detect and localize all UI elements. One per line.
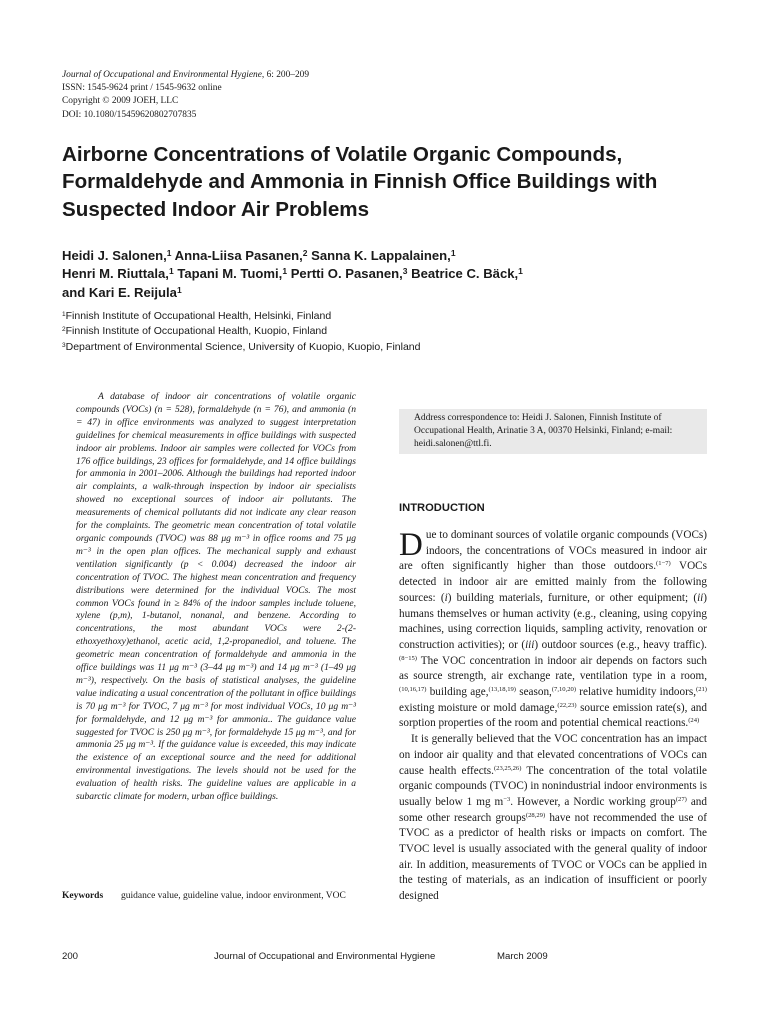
paragraph <box>399 528 707 732</box>
text-run: VOCs detected in indoor air are emitted mainly from the following sources: ( <box>399 560 707 604</box>
text-run: relative humidity indoors, <box>576 686 696 699</box>
citation-superscript: (24) <box>688 717 700 725</box>
doi: DOI: 10.1080/15459620802707835 <box>62 109 197 120</box>
author-name: and Kari E. Reijula <box>62 284 177 300</box>
citation-superscript: (7,10,20) <box>551 686 577 694</box>
text-run: season, <box>516 686 552 699</box>
journal-citation-block <box>62 69 309 122</box>
text-run: have not recommended the use of TVOC as a predictor of health risks or impacts on comfort. The TVOC level is usually associated with the general quality of indoor air. In addition, measurements of TVOC or VOCs can be applied in the testing of materials, as an indication of insufficient or poorly designed <box>399 811 707 903</box>
citation-superscript: (28,29) <box>525 811 546 819</box>
page-number: 200 <box>62 951 79 962</box>
text-run: The concentration of the total volatile organic compounds (TVOC) in nonindustrial indoor environments is usually below 1 mg m <box>399 764 707 808</box>
introduction-body <box>399 528 707 905</box>
affiliation <box>62 324 420 339</box>
citation-superscript: (13,18,19) <box>488 686 517 694</box>
text-run: ) outdoor sources (e.g., heavy traffic). <box>534 638 707 651</box>
text-run: source emission rate(s), and sorption properties of the room and potential chemical reactions. <box>399 701 707 730</box>
journal-name: Journal of Occupational and Environmental Hygiene <box>62 70 262 80</box>
citation-superscript: (27) <box>675 795 687 803</box>
author-name: Henri M. Riuttala, <box>62 266 169 282</box>
footer-journal-name: Journal of Occupational and Environmental Hygiene <box>214 951 436 962</box>
text-run: ) humans themselves or human activity (e.g., cleaning, using copying machines, using correction liquids, sampling activity, renovation or construction activities); or ( <box>399 591 708 651</box>
affiliation-number: 2 <box>62 326 66 334</box>
text-run: ue to dominant sources of volatile organic compounds (VOCs) indoors, the concentrations of VOCs measured in indoor air are often significantly higher than those outdoors. <box>399 529 707 573</box>
affiliation-number: 3 <box>62 341 66 349</box>
abstract: A database of indoor air concentrations of volatile organic compounds (VOCs) (n = 528), formaldehyde (n = 76), and ammonia (n = 47) in office environments was analyzed to suggest interpretation guidelines for chemical measurements in office buildings with suspected indoor air problems. Indoor air samples were collected for VOCs from 176 office buildings, 23 offices for formaldehyde, and 14 office buildings for ammonia in 2001–2006. Although the buildings had reported indoor air complaints, a walk-through inspection by indoor air specialists showed no exceptional sources of indoor air pollutants. The measurements of chemical pollutants did not indicate any clear reason for the complaints. The geometric mean concentration of total volatile organic compounds (TVOC) was 88 μg m⁻³ in office rooms and 75 μg m⁻³ in the open plan offices. The mechanical supply and exhaust ventilation significantly (p < 0.004) decreased the indoor air concentration of TVOC. The highest mean concentration and frequency distributions were determined for the individual VOCs. The most common VOCs found in ≥ 84% of the indoor samples include toluene, xylene (p,m), 1-butanol, nonanal, and benzene. According to concentrations, the most abundant VOCs were 2-(2-ethoxyethoxy)ethanol, acetic acid, 1,2-propanediol, and toluene. The geometric mean concentration of formaldehyde and ammonia in the office buildings was 11 μg m⁻³ (3–44 μg m⁻³) and 14 μg m⁻³ (1–49 μg m⁻³), respectively. On the basis of statistical analyses, the guideline value indicating a usual concentration of the pollutant in office buildings is 70 μg m⁻³ for TVOC, 7 μg m⁻³ for most individual VOCs, 10 μg m⁻³ for formaldehyde, and 12 μg m⁻³ for ammonia.. The guidance value suggested for TVOC is 250 μg m⁻³, for formaldehyde 15 μg m⁻³, and for ammonia 25 μg m⁻³. If the guidance value is exceeded, this may indicate the existence of an exceptional source and the need for additional environmental investigations. The levels should not be used for the evaluation of health risks. The guideline values are applicable in a subarctic climate for modern, urban office buildings. <box>76 391 356 803</box>
author-name: Beatrice C. Bäck, <box>411 266 519 282</box>
citation-superscript: (22,23) <box>557 701 577 709</box>
list-numeral: i <box>444 591 448 604</box>
affiliation-number: 1 <box>62 311 66 318</box>
citation-superscript: (1−7) <box>656 560 671 568</box>
affiliation <box>62 309 420 324</box>
author-name: Anna-Liisa Pasanen, <box>174 248 303 263</box>
list-numeral: ii <box>697 591 704 604</box>
affiliation-list <box>62 309 420 355</box>
journal-citation <box>62 69 309 82</box>
copyright: Copyright © 2009 JOEH, LLC <box>62 96 179 107</box>
author-affiliation-mark: 2 <box>302 248 308 258</box>
text-run: building age, <box>426 686 489 699</box>
author-affiliation-mark: 1 <box>176 284 182 295</box>
affiliation-text: Department of Environmental Science, University of Kuopio, Kuopio, Finland <box>65 340 421 353</box>
author-name: Tapani M. Tuomi, <box>177 266 283 282</box>
text-run: The VOC concentration in indoor air depends on factors such as source strength, air exchange rate, ventilation type in a room, <box>399 654 707 683</box>
paragraph <box>399 732 707 905</box>
keywords-value: guidance value, guideline value, indoor environment, VOC <box>121 891 346 901</box>
affiliation <box>62 340 420 355</box>
text-run: . However, a Nordic working group <box>510 795 676 808</box>
author-name: Pertti O. Pasanen, <box>290 266 403 282</box>
section-heading-introduction: INTRODUCTION <box>399 502 485 514</box>
author-name: Sanna K. Lappalainen, <box>311 248 451 263</box>
citation-superscript: (8−15) <box>399 654 418 662</box>
author-affiliation-mark: 1 <box>282 266 288 277</box>
text-run: existing moisture or mold damage, <box>399 701 558 714</box>
footer-date: March 2009 <box>497 951 548 962</box>
list-numeral: iii <box>525 638 535 651</box>
text-run: ) building materials, furniture, or other equipment; ( <box>447 591 698 604</box>
affiliation-text: Finnish Institute of Occupational Health, Helsinki, Finland <box>65 310 332 322</box>
text-run: and some other research groups <box>399 795 707 824</box>
citation-superscript: (21) <box>696 686 707 694</box>
author-list <box>62 247 722 302</box>
keywords-label: Keywords <box>62 891 104 901</box>
article-title: Airborne Concentrations of Volatile Organic Compounds, Formaldehyde and Ammonia in Finnish Office Buildings with Suspected Indoor Air Problems <box>62 143 658 221</box>
author-affiliation-mark: 1 <box>166 248 172 258</box>
citation-superscript: (23,25,26) <box>493 764 522 772</box>
author-affiliation-mark: 3 <box>402 266 408 277</box>
correspondence-box: Address correspondence to: Heidi J. Salonen, Finnish Institute of Occupational Health, Arinatie 3 A, 00370 Helsinki, Finland; e-mail: heidi.salonen@ttl.fi. <box>399 409 707 454</box>
citation-superscript: (10,16,17) <box>399 686 427 694</box>
citation-superscript: −3 <box>503 795 511 803</box>
issn: ISSN: 1545-9624 print / 1545-9632 online <box>62 83 222 94</box>
author-affiliation-mark: 1 <box>518 266 523 277</box>
author-affiliation-mark: 1 <box>168 266 174 277</box>
journal-volume-pages: , 6: 200–209 <box>261 70 310 80</box>
author-name: Heidi J. Salonen, <box>62 248 167 263</box>
text-run: It is generally believed that the VOC concentration has an impact on indoor air quality and that elevated concentrations of VOCs can cause health effects. <box>399 733 707 777</box>
drop-cap: D <box>399 527 423 563</box>
affiliation-text: Finnish Institute of Occupational Health, Kuopio, Finland <box>65 325 328 338</box>
author-affiliation-mark: 1 <box>450 248 456 258</box>
